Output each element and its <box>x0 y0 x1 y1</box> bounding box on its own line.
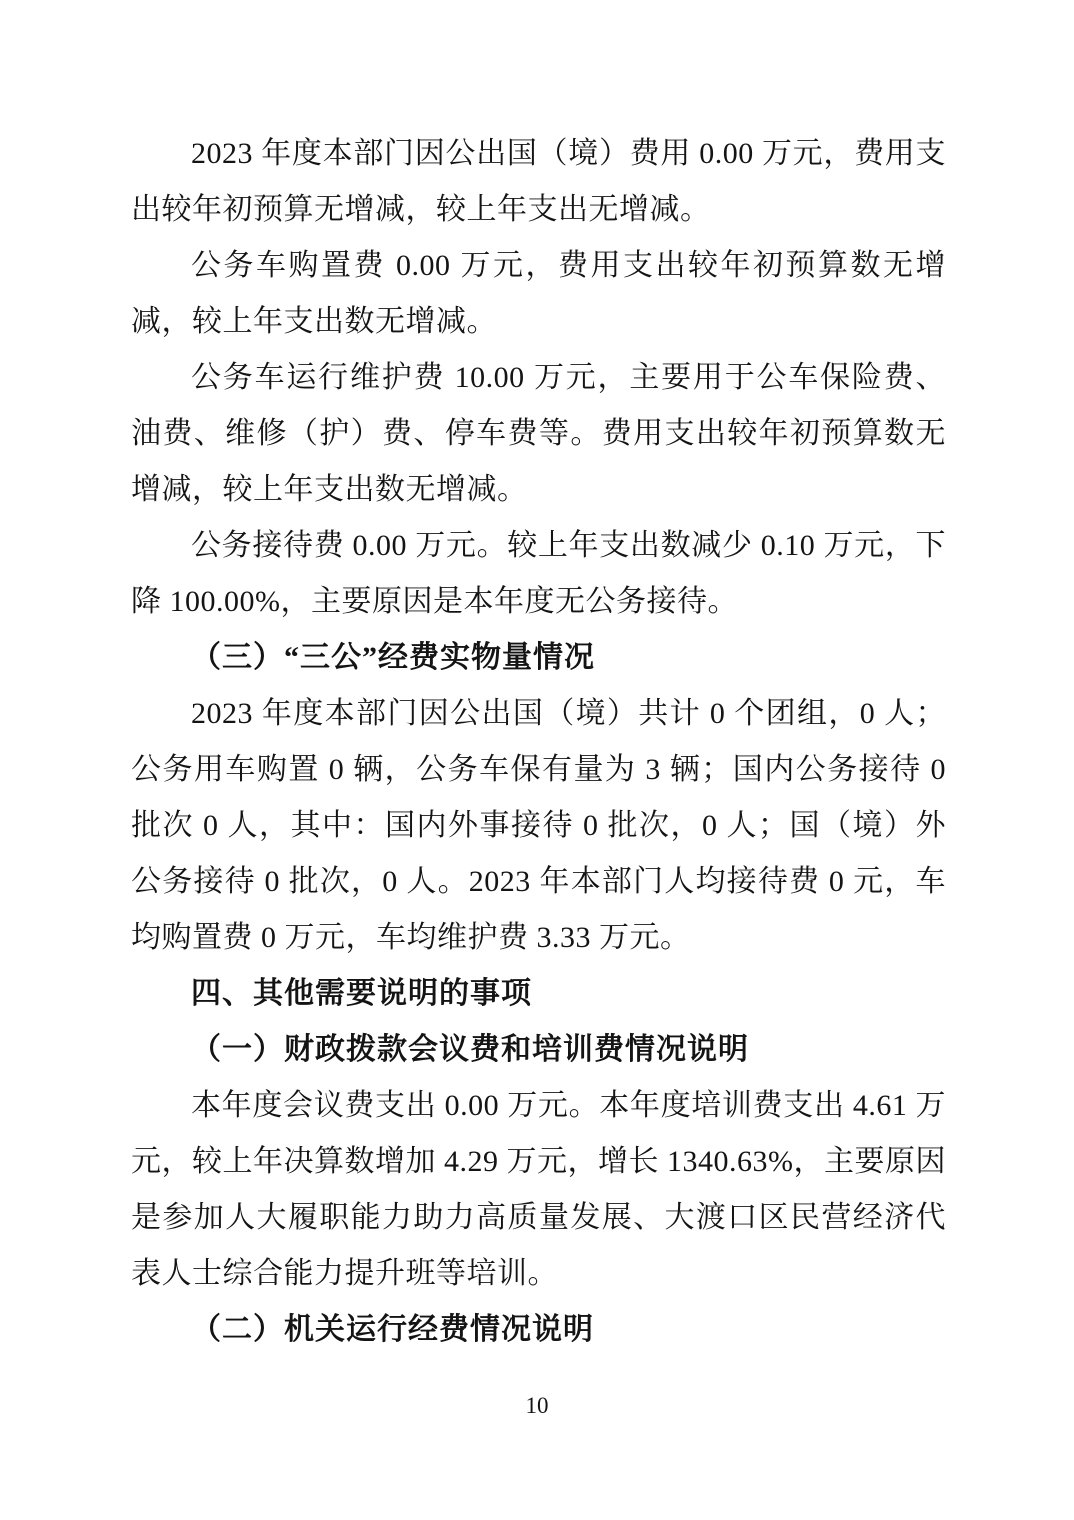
paragraph-official-reception-expense: 公务接待费 0.00 万元。较上年支出数减少 0.10 万元，下降 100.00%，主要原因是本年度无公务接待。 <box>131 529 946 618</box>
document-content <box>131 126 946 1358</box>
section-heading-agency-operating-expense: （二）机关运行经费情况说明 <box>191 1313 594 1346</box>
page-number: 10 <box>525 1393 549 1418</box>
section-heading-other-matters: 四、其他需要说明的事项 <box>191 977 532 1010</box>
paragraph-physical-quantity-statistics: 2023 年度本部门因公出国（境）共计 0 个团组，0 人；公务用车购置 0 辆，公务车保有量为 3 辆；国内公务接待 0 批次 0 人，其中：国内外事接待 0 批次，0 人；国（境）外公务接待 0 批次，0 人。2023 年本部门人均接待费 0 元，车均购置费 0 万元，车均维护费 3.33 万元。 <box>131 697 946 954</box>
paragraph-meeting-training-fee-detail: 本年度会议费支出 0.00 万元。本年度培训费支出 4.61 万元，较上年决算数增加 4.29 万元，增长 1340.63%，主要原因是参加人大履职能力助力高质量发展、大渡口区民营经济代表人士综合能力提升班等培训。 <box>131 1089 946 1290</box>
paragraph-overseas-trip-expense: 2023 年度本部门因公出国（境）费用 0.00 万元，费用支出较年初预算无增减，较上年支出无增减。 <box>131 137 946 226</box>
section-heading-three-public-expenses-physical-quantity: （三）“三公”经费实物量情况 <box>191 641 595 674</box>
section-heading-meeting-training-fee: （一）财政拨款会议费和培训费情况说明 <box>191 1033 749 1066</box>
paragraph-vehicle-purchase-expense: 公务车购置费 0.00 万元，费用支出较年初预算数无增减，较上年支出数无增减。 <box>131 249 946 338</box>
paragraph-vehicle-maintenance-expense: 公务车运行维护费 10.00 万元，主要用于公车保险费、油费、维修（护）费、停车费等。费用支出较年初预算数无增减，较上年支出数无增减。 <box>131 361 946 506</box>
